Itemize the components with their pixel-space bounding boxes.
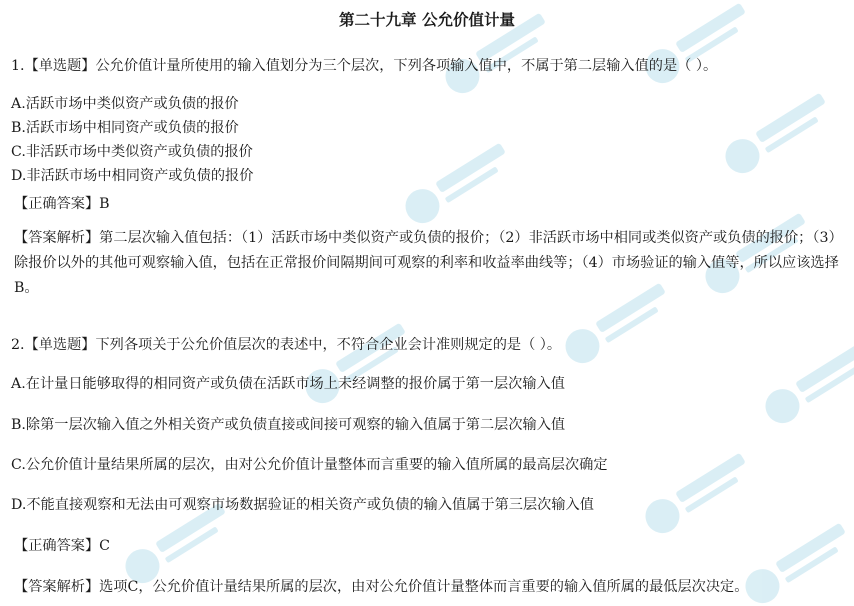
watermark-logo [716,82,844,188]
question-2-option-b: B.除第一层次输入值之外相关资产或负债直接或间接可观察的输入值属于第二层次输入值 [11,417,566,433]
question-2-stem: 2.【单选题】下列各项关于公允价值层次的表述中，不符合企业会计准则规定的是（ ）。 [11,337,562,353]
watermark-logo [396,132,524,238]
watermark-logo [756,332,854,438]
watermark-logo [636,442,764,548]
question-1-option-a: A.活跃市场中类似资产或负债的报价 [11,96,239,112]
question-1-explanation: 【答案解析】第二层次输入值包括：（1）活跃市场中类似资产或负债的报价；（2）非活跃市场中相同或类似资产或负债的报价；（3）除报价以外的其他可观察输入值，包括在正常报价间隔期间可观察的利率和收益率曲线等；（4）市场验证的输入值等，所以应该选择B。 [14,230,843,296]
question-1-option-c: C.非活跃市场中类似资产或负债的报价 [11,144,253,160]
question-1-stem: 1.【单选题】公允价值计量所使用的输入值划分为三个层次，下列各项输入值中，不属于第二层输入值的是（ ）。 [11,58,718,74]
chapter-title: 第二十九章 公允价值计量 [339,11,515,29]
question-2-option-c: C.公允价值计量结果所属的层次，由对公允价值计量整体而言重要的输入值所属的最高层次确定 [11,457,608,473]
question-2-option-d: D.不能直接观察和无法由可观察市场数据验证的相关资产或负债的输入值属于第三层次输入值 [11,497,594,513]
question-1-answer: 【正确答案】B [14,196,110,212]
watermark-logo [296,312,424,418]
question-1-option-b: B.活跃市场中相同资产或负债的报价 [11,120,239,136]
question-2-answer: 【正确答案】C [14,538,110,554]
watermark-logo [736,512,854,606]
question-1-option-d: D.非活跃市场中相同资产或负债的报价 [11,168,254,184]
question-2-option-a: A.在计量日能够取得的相同资产或负债在活跃市场上未经调整的报价属于第一层次输入值 [11,376,565,392]
question-2-explanation: 【答案解析】选项C，公允价值计量结果所属的层次，由对公允价值计量整体而言重要的输入值所属的最低层次决定。 [14,579,749,595]
